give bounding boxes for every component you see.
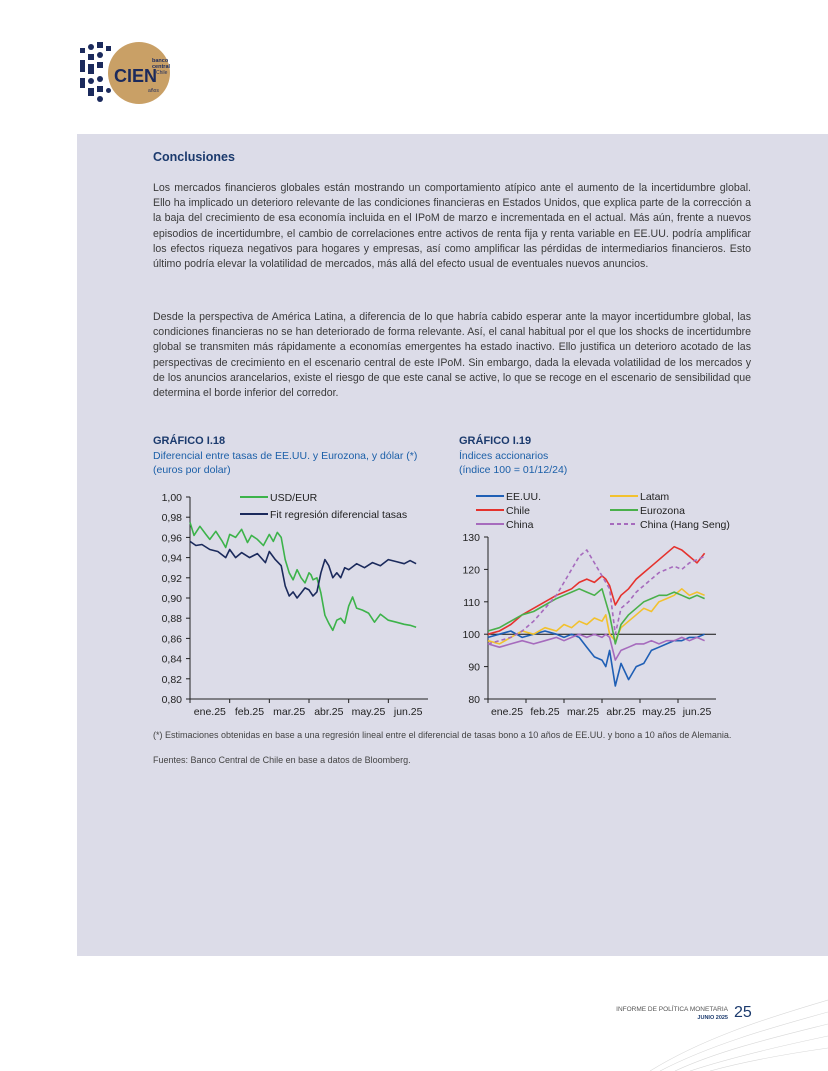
chart18-x-tick-label: abr.25	[314, 706, 344, 718]
chart19-series-line	[488, 547, 705, 635]
chart18-y-tick-label: 0,88	[161, 613, 182, 626]
chart19-x-tick-label: ene.25	[490, 706, 524, 718]
chart19-y-tick-label: 100	[462, 629, 480, 642]
chart18-x-tick-label: ene.25	[193, 706, 226, 718]
chart19-label: GRÁFICO I.19	[459, 435, 532, 447]
chart19-legend-label: Chile	[506, 505, 530, 517]
chart19-y-tick-label: 120	[462, 564, 480, 577]
chart19-y-tick-label: 110	[463, 596, 480, 609]
chart18-y-tick-label: 0,96	[161, 532, 182, 545]
chart18-x-tick-label: jun.25	[393, 706, 423, 718]
footer-report-label	[616, 1006, 728, 1022]
chart18-legend-label: USD/EUR	[270, 492, 318, 504]
chart18-label: GRÁFICO I.18	[153, 435, 226, 447]
chart19-series-line	[488, 631, 705, 686]
svg-text:Chile: Chile	[156, 70, 168, 76]
chart19-legend-label: EE.UU.	[506, 491, 542, 503]
chart19-x-tick-label: mar.25	[566, 706, 600, 718]
logo-text-main: CIEN	[114, 66, 158, 86]
chart18-x-tick-label: mar.25	[273, 706, 306, 718]
chart18-y-tick-label: 0,82	[161, 673, 182, 686]
chart18-units: (euros por dolar)	[153, 464, 231, 476]
chart19-x-tick-label: abr.25	[606, 706, 636, 718]
chart18-y-tick-label: 0,80	[161, 694, 182, 706]
chart19-x-tick-label: may.25	[642, 706, 676, 718]
paragraph-2: Desde la perspectiva de América Latina, a diferencia de lo que habría cabido esperar ante la mayor incertidumbre global, las condiciones financieras no se han deteriorado de forma relevante. Así, el canal habitual por el que los shocks de incertidumbre global se transmiten más rápidamente a economías emergentes ha estado inactivo. Ello justifica un deterioro acotado de las perspectivas de crecimiento en el escenario central de este IPoM. Sin embargo, dada la elevada volatilidad de los mercados y de los anuncios arancelarios, existe el riesgo de que este canal se active, lo que se recoge en el escenario de sensibilidad que determina el borde inferior del corredor.	[153, 311, 751, 400]
decorative-lines	[640, 990, 828, 1071]
chart18-subtitle: Diferencial entre tasas de EE.UU. y Eurozona, y dólar (*)	[153, 450, 418, 462]
chart18-y-tick-label: 0,84	[161, 653, 182, 666]
footer-report-month: JUNIO 2025	[697, 1015, 728, 1021]
chart19-x-tick-label: feb.25	[530, 706, 560, 718]
page-number: 25	[734, 1004, 752, 1021]
chart19-units: (índice 100 = 01/12/24)	[459, 464, 568, 476]
chart18-y-tick-label: 0,94	[161, 552, 182, 565]
chart18-y-tick-label: 0,90	[161, 593, 182, 605]
svg-text:central: central	[152, 64, 171, 70]
footer-report-title: INFORME DE POLÍTICA MONETARIA	[616, 1006, 728, 1013]
chart-sources: Fuentes: Banco Central de Chile en base a datos de Bloomberg.	[153, 755, 411, 765]
chart18-y-tick-label: 1,00	[161, 492, 182, 504]
chart19-subtitle: Índices accionarios	[459, 450, 549, 462]
chart18-x-tick-label: feb.25	[234, 706, 265, 718]
chart19-y-tick-label: 90	[468, 661, 480, 674]
chart18-y-tick-label: 0,98	[161, 512, 182, 525]
chart18-x-tick-label: may.25	[351, 706, 386, 718]
chart18-y-tick-label: 0,92	[161, 572, 182, 585]
logo-text-small: años	[148, 88, 159, 94]
chart19-y-tick-label: 130	[462, 532, 480, 544]
svg-text:banco: banco	[152, 58, 169, 64]
chart18-y-tick-label: 0,86	[161, 633, 182, 646]
chart19-legend-label: Latam	[640, 491, 670, 503]
chart18-legend-label: Fit regresión diferencial tasas	[270, 509, 408, 521]
chart19-series-line	[488, 634, 705, 660]
chart19-x-tick-label: jun.25	[682, 706, 712, 718]
chart19-legend-label: China	[506, 519, 534, 531]
chart19-legend-label: China (Hang Seng)	[640, 519, 730, 531]
paragraph-1: Los mercados financieros globales están mostrando un comportamiento atípico ante el aumento de la incertidumbre global. Ello ha implicado un deterioro relevante de las condiciones financieras en Estados Unidos, que explica parte de la corrección a la baja del crecimiento de esa economía incluida en el IPoM de marzo e incrementada en el actual. Más aún, frente a nuevos episodios de incertidumbre, el cambio de correlaciones entre activos de renta fija y renta variable en EE.UU. podría amplificar los efectos riqueza negativos para hogares y empresas, así como amplificar las pérdidas de intermediarios financieros. Esto último podría elevar la volatilidad de mercados, más allá del efecto usual de eventuales nuevos anuncios.	[153, 182, 751, 271]
section-heading: Conclusiones	[153, 150, 235, 164]
chart19-y-tick-label: 80	[468, 694, 480, 706]
chart19-legend-label: Eurozona	[640, 505, 685, 517]
chart-footnote: (*) Estimaciones obtenidas en base a una regresión lineal entre el diferencial de tasas bono a 10 años de EE.UU. y bono a 10 años de Alemania.	[153, 730, 732, 740]
